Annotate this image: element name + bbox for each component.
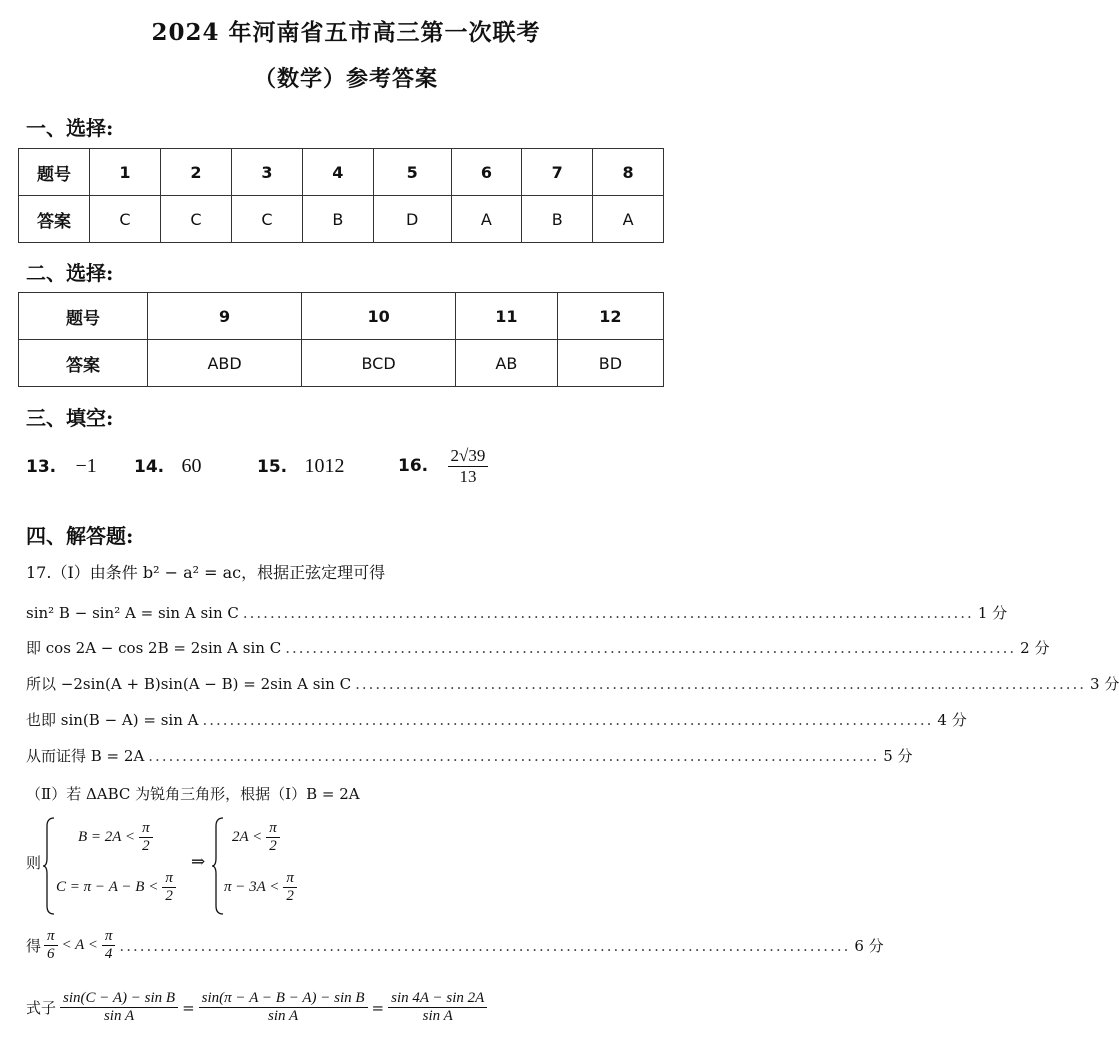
answer-cell: BCD: [302, 340, 456, 387]
leader-dots: ............................................................................................................: [148, 747, 880, 765]
answer-cell: D: [373, 196, 451, 243]
numerator: π: [162, 870, 176, 888]
leader-dots: ............................................................................................................: [285, 639, 1017, 657]
fraction: [283, 870, 297, 905]
answer-cell: AB: [456, 340, 558, 387]
denominator: 2: [142, 838, 150, 854]
question-number: 12: [557, 293, 663, 340]
denominator: sin A: [103, 1008, 135, 1024]
numerator: sin 4A − sin 2A: [388, 990, 487, 1008]
page-subtitle: （数学）参考答案: [253, 66, 438, 92]
page-title: 2024 年河南省五市高三第一次联考: [151, 19, 541, 46]
denominator: 4: [104, 946, 113, 962]
numerator: π: [266, 820, 280, 838]
row-label-question: 题号: [19, 293, 148, 340]
fraction: [199, 990, 368, 1025]
expression-line: [26, 990, 658, 1025]
part2-intro: [26, 783, 658, 804]
inequality-text: B = 2A <: [78, 829, 136, 845]
system-right-1: [232, 820, 280, 855]
inequality-text: π − 3A <: [224, 879, 280, 895]
fill-label: 13.: [26, 457, 57, 477]
inequality-text: 2A <: [232, 829, 263, 845]
question-number: 5: [373, 149, 451, 196]
system-left-1: [78, 820, 153, 855]
denominator: sin A: [268, 1008, 299, 1024]
q17-intro-text: 17.（Ⅰ）由条件 b² − a² = ac，根据正弦定理可得: [26, 563, 386, 582]
fraction: [388, 990, 487, 1025]
answer-cell: BD: [557, 340, 663, 387]
step-text: sin² B − sin² A = sin A sin C: [26, 604, 239, 622]
solution-step: [26, 709, 967, 730]
fraction: [44, 928, 58, 963]
question-number: 8: [593, 149, 664, 196]
denominator: sin A: [422, 1008, 453, 1024]
system-left-2: [56, 870, 176, 905]
system-prefix: 则: [26, 854, 42, 872]
answer-cell: C: [231, 196, 302, 243]
section1-heading: 一、选择:: [26, 116, 114, 140]
equals-sign: =: [371, 998, 385, 1017]
numerator: sin(π − A − B − A) − sin B: [199, 990, 368, 1008]
equals-sign: =: [182, 998, 195, 1017]
numerator: 2√39: [448, 446, 489, 467]
answer-cell: C: [90, 196, 161, 243]
table-row: [19, 196, 664, 243]
section4-heading: 四、解答题:: [26, 524, 134, 548]
table-row: [19, 293, 664, 340]
left-brace-icon: [42, 816, 56, 916]
table-row: [19, 149, 664, 196]
fill-value: −1: [75, 455, 97, 477]
answer-cell: ABD: [148, 340, 302, 387]
fill-label: 14.: [134, 457, 165, 477]
fill-item-15: [257, 455, 345, 478]
fraction: [162, 870, 176, 905]
answer-table-1: [18, 148, 664, 243]
step-points: 3 分: [1090, 675, 1119, 693]
solution-step: [26, 745, 913, 766]
range-inequality: < A <: [61, 937, 98, 953]
leader-dots: ............................................................................................................: [355, 675, 1087, 693]
fill-label: 16.: [398, 456, 429, 476]
section3-heading: 三、填空:: [26, 406, 114, 430]
part2-intro-text: （Ⅱ）若 ΔABC 为锐角三角形，根据（Ⅰ）B = 2A: [26, 785, 360, 803]
question-number: 6: [451, 149, 522, 196]
question-number: 3: [231, 149, 302, 196]
row-label-answer: 答案: [19, 340, 148, 387]
step-points: 6 分: [854, 937, 884, 955]
answer-table-2: [18, 292, 664, 387]
q17-intro: [26, 560, 658, 583]
leader-dots: ............................................................................................................: [202, 711, 934, 729]
row-label-answer: 答案: [19, 196, 90, 243]
question-number: 4: [302, 149, 373, 196]
fraction: [60, 990, 178, 1025]
fill-item-13: [26, 455, 97, 478]
numerator: π: [44, 928, 58, 946]
inequality-text: C = π − A − B <: [56, 879, 159, 895]
fraction: [448, 446, 489, 487]
step-text: 所以 −2sin(A + B)sin(A − B) = 2sin A sin C: [26, 675, 352, 693]
question-number: 10: [302, 293, 456, 340]
answer-cell: A: [593, 196, 664, 243]
fraction: [266, 820, 280, 855]
range-step: [26, 928, 884, 963]
row-label-question: 题号: [19, 149, 90, 196]
denominator: 13: [459, 467, 477, 486]
answer-cell: B: [522, 196, 593, 243]
solution-step: [26, 637, 1050, 658]
question-number: 11: [456, 293, 558, 340]
right-brace-icon: [211, 816, 225, 916]
numerator: π: [139, 820, 153, 838]
answer-cell: B: [302, 196, 373, 243]
fraction: [139, 820, 153, 855]
question-number: 2: [160, 149, 231, 196]
range-prefix: 得: [26, 937, 42, 955]
expr-prefix: 式子: [26, 999, 57, 1017]
step-points: 1 分: [977, 604, 1008, 622]
denominator: 2: [165, 888, 173, 904]
step-text: 也即 sin(B − A) = sin A: [26, 711, 199, 729]
denominator: 2: [269, 838, 277, 854]
fill-value: 60: [181, 455, 202, 477]
numerator: sin(C − A) − sin B: [60, 990, 178, 1008]
fraction: [102, 928, 116, 963]
question-number: 9: [148, 293, 302, 340]
implies-arrow: ⇒: [191, 852, 206, 872]
solution-step: [26, 673, 1119, 694]
section2-heading: 二、选择:: [26, 261, 114, 285]
leader-dots: ............................................................................................................: [242, 604, 974, 622]
step-text: 即 cos 2A − cos 2B = 2sin A sin C: [26, 639, 282, 657]
fill-label: 15.: [257, 457, 288, 477]
question-number: 1: [90, 149, 161, 196]
numerator: π: [102, 928, 116, 946]
solution-step: [26, 602, 1008, 623]
table-row: [19, 340, 664, 387]
system-right-2: [224, 870, 297, 905]
fill-value: 1012: [304, 455, 345, 477]
leader-dots: ............................................................................................................: [119, 936, 851, 955]
answer-cell: C: [160, 196, 231, 243]
answer-cell: A: [451, 196, 522, 243]
question-number: 7: [522, 149, 593, 196]
step-points: 5 分: [883, 747, 913, 765]
numerator: π: [283, 870, 297, 888]
denominator: 2: [286, 888, 294, 904]
denominator: 6: [47, 946, 55, 962]
fill-item-16: [398, 446, 488, 487]
step-text: 从而证得 B = 2A: [26, 747, 145, 765]
step-points: 4 分: [937, 711, 967, 729]
fill-item-14: [134, 455, 202, 478]
step-points: 2 分: [1020, 639, 1050, 657]
